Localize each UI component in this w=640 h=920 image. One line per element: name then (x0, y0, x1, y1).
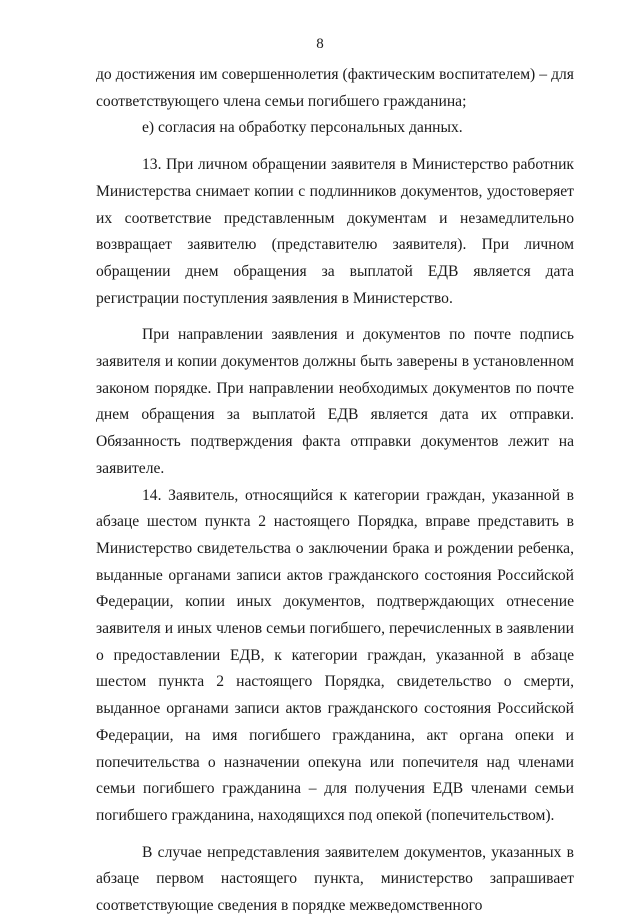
paragraph-13: 13. При личном обращении заявителя в Министерство работник Министерства снимает копии с подлинников документов, удостоверяет их соответствие представленным документам и незамедлительно возвращает заявителю (представителю заявителя). При личном обращении днем обращения за выплатой ЕДВ является дата регистрации поступления заявления в Министерство. (96, 156, 574, 307)
paragraph-mail-submission: При направлении заявления и документов по почте подпись заявителя и копии документов должны быть заверены в установленном законом порядке. При направлении необходимых документов по почте днем обращения за выплатой ЕДВ является дата их отправки. Обязанность подтверждения факта отправки документов лежит на заявителе. (96, 326, 574, 477)
page-number: 8 (316, 36, 324, 52)
document-body (96, 62, 574, 920)
paragraph-14: 14. Заявитель, относящийся к категории граждан, указанной в абзаце шестом пункта 2 настоящего Порядка, вправе представить в Министерство свидетельства о заключении брака и рождении ребенка, выданные органами записи актов гражданского состояния Российской Федерации, копии иных документов, подтверждающих отнесение заявителя и иных членов семьи погибшего, перечисленных в заявлении о предоставлении ЕДВ, к категории граждан, указанной в абзаце шестом пункта 2 настоящего Порядка, свидетельство о смерти, выданное органами записи актов гражданского состояния Российской Федерации, на имя погибшего гражданина, акт органа опеки и попечительства о назначении опекуна или попечителя над членами семьи погибшего гражданина – для получения ЕДВ членами семьи погибшего гражданина, находящихся под опекой (попечительством). (96, 486, 574, 824)
paragraph-non-submission: В случае непредставления заявителем документов, указанных в абзаце первом настоящего пункта, министерство запрашивает соответствующие сведения в порядке межведомственного (96, 843, 574, 915)
paragraph-continuation: до достижения им совершеннолетия (фактическим воспитателем) – для соответствующего члена семьи погибшего гражданина; (96, 66, 574, 110)
paragraph-item-e: е) согласия на обработку персональных данных. (142, 119, 463, 137)
